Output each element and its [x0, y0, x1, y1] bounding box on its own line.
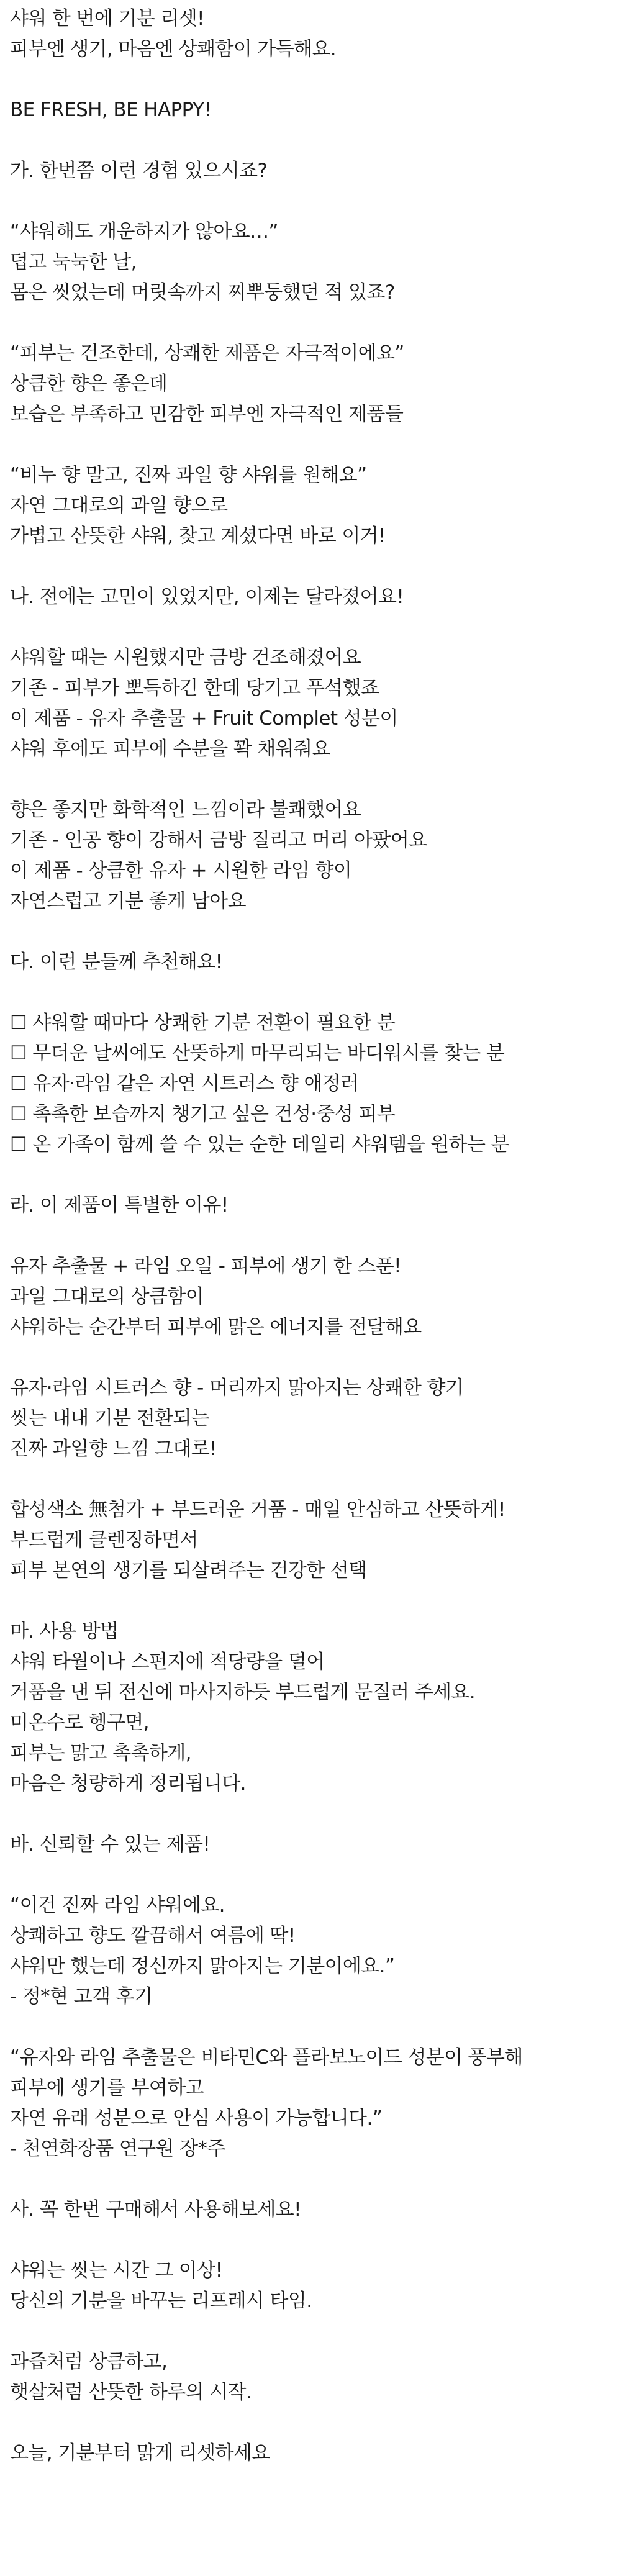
text-line: 부드럽게 클렌징하면서	[10, 1529, 198, 1551]
text-line: 가. 한번쯤 이런 경험 있으시죠?	[10, 160, 268, 182]
text-line: 마음은 청량하게 정리됩니다.	[10, 1772, 246, 1795]
text-line: 햇살처럼 산뜻한 하루의 시작.	[10, 2381, 252, 2403]
text-line: 바. 신뢰할 수 있는 제품!	[10, 1833, 211, 1856]
text-line: “피부는 건조한데, 상쾌한 제품은 자극적이에요”	[10, 342, 404, 365]
text-line: - 정*현 고객 후기	[10, 1985, 153, 2008]
text-line: ☐ 유자·라임 같은 자연 시트러스 향 애정러	[10, 1073, 359, 1095]
text-line: 다. 이런 분들께 추천해요!	[10, 951, 223, 973]
text-block	[10, 2347, 611, 2408]
text-line: 샤워 후에도 피부에 수분을 꽉 채워줘요	[10, 738, 330, 760]
text-block	[10, 1008, 611, 1160]
text-block	[10, 460, 611, 551]
text-block	[10, 795, 611, 917]
text-block	[10, 2438, 611, 2469]
text-line: 미온수로 헹구면,	[10, 1712, 149, 1734]
text-block	[10, 1190, 611, 1221]
text-line: 진짜 과일향 느낌 그대로!	[10, 1438, 217, 1460]
text-block	[10, 2256, 611, 2316]
text-line: 기존 - 피부가 뽀득하긴 한데 당기고 푸석했죠	[10, 677, 379, 699]
text-block	[10, 2195, 611, 2225]
text-line: 나. 전에는 고민이 있었지만, 이제는 달라졌어요!	[10, 586, 404, 608]
text-block	[10, 1617, 611, 1799]
text-block	[10, 947, 611, 977]
text-line: BE FRESH, BE HAPPY!	[10, 99, 212, 121]
text-block	[10, 338, 611, 430]
text-line: 합성색소 無첨가 + 부드러운 거품 - 매일 안심하고 산뜻하게!	[10, 1499, 505, 1521]
text-line: 향은 좋지만 화학적인 느낌이라 불쾌했어요	[10, 799, 361, 821]
text-line: “이건 진짜 라임 샤워에요.	[10, 1894, 225, 1916]
text-line: 씻는 내내 기분 전환되는	[10, 1407, 210, 1430]
text-line: 자연 그대로의 과일 향으로	[10, 494, 228, 517]
text-block	[10, 1830, 611, 1860]
text-line: 샤워 타월이나 스펀지에 적당량을 덜어	[10, 1651, 325, 1673]
text-line: 거품을 낸 뒤 전신에 마사지하듯 부드럽게 문질러 주세요.	[10, 1681, 475, 1703]
text-line: 기존 - 인공 향이 강해서 금방 질리고 머리 아팠어요	[10, 829, 427, 851]
text-line: 피부는 맑고 촉촉하게,	[10, 1742, 191, 1764]
text-line: 이 제품 - 상큼한 유자 + 시원한 라임 향이	[10, 859, 352, 882]
text-line: “비누 향 말고, 진짜 과일 향 샤워를 원해요”	[10, 464, 367, 486]
text-line: 마. 사용 방법	[10, 1620, 119, 1643]
text-line: “유자와 라임 추출물은 비타민C와 플라보노이드 성분이 풍부해	[10, 2046, 523, 2069]
text-block	[10, 1495, 611, 1586]
text-block	[10, 156, 611, 186]
text-line: ☐ 온 가족이 함께 쓸 수 있는 순한 데일리 샤워템을 원하는 분	[10, 1133, 509, 1156]
text-line: 상쾌하고 향도 깔끔해서 여름에 딱!	[10, 1925, 296, 1947]
text-line: 샤워할 때는 시원했지만 금방 건조해졌어요	[10, 646, 361, 669]
text-block	[10, 1890, 611, 2012]
text-line: 과즙처럼 상큼하고,	[10, 2351, 168, 2373]
text-line: 자연스럽고 기분 좋게 남아요	[10, 890, 246, 912]
text-line: 덥고 눅눅한 날,	[10, 251, 137, 273]
text-line: 오늘, 기분부터 맑게 리셋하세요	[10, 2442, 270, 2464]
text-block	[10, 95, 611, 125]
text-block	[10, 582, 611, 612]
text-line: 라. 이 제품이 특별한 이유!	[10, 1194, 229, 1217]
text-line: ☐ 촉촉한 보습까지 챙기고 싶은 건성·중성 피부	[10, 1103, 396, 1125]
text-line: 샤워는 씻는 시간 그 이상!	[10, 2259, 223, 2282]
text-line: 샤워 한 번에 기분 리셋!	[10, 7, 204, 30]
text-line: “샤워해도 개운하지가 않아요…”	[10, 220, 278, 243]
text-line: 가볍고 산뜻한 샤워, 찾고 계셨다면 바로 이거!	[10, 525, 386, 547]
text-line: 자연 유래 성분으로 안심 사용이 가능합니다.”	[10, 2107, 383, 2129]
text-line: - 천연화장품 연구원 장*주	[10, 2138, 225, 2160]
text-line: 보습은 부족하고 민감한 피부엔 자극적인 제품들	[10, 403, 404, 425]
text-line: 사. 꼭 한번 구매해서 사용해보세요!	[10, 2198, 301, 2221]
text-block	[10, 4, 611, 65]
text-line: 당신의 기분을 바꾸는 리프레시 타임.	[10, 2290, 312, 2312]
text-line: ☐ 무더운 날씨에도 산뜻하게 마무리되는 바디워시를 찾는 분	[10, 1042, 505, 1064]
text-line: ☐ 샤워할 때마다 상쾌한 기분 전환이 필요한 분	[10, 1012, 396, 1034]
text-line: 피부 본연의 생기를 되살려주는 건강한 선택	[10, 1559, 367, 1582]
text-line: 피부에 생기를 부여하고	[10, 2077, 204, 2099]
text-line: 몸은 씻었는데 머릿속까지 찌뿌둥했던 적 있죠?	[10, 281, 395, 304]
text-line: 이 제품 - 유자 추출물 + Fruit Complet 성분이	[10, 707, 398, 730]
text-line: 샤워만 했는데 정신까지 맑아지는 기분이에요.”	[10, 1955, 395, 1977]
text-line: 샤워하는 순간부터 피부에 맑은 에너지를 전달해요	[10, 1316, 422, 1338]
text-block	[10, 2043, 611, 2164]
text-line: 유자 추출물 + 라임 오일 - 피부에 생기 한 스푼!	[10, 1255, 401, 1277]
text-line: 유자·라임 시트러스 향 - 머리까지 맑아지는 상쾌한 향기	[10, 1377, 464, 1399]
text-block	[10, 1373, 611, 1464]
text-block	[10, 217, 611, 308]
text-line: 과일 그대로의 상큼함이	[10, 1286, 204, 1308]
text-line: 상큼한 향은 좋은데	[10, 373, 168, 395]
text-line: 피부엔 생기, 마음엔 상쾌함이 가득해요.	[10, 38, 337, 60]
text-block	[10, 643, 611, 764]
text-block	[10, 1251, 611, 1343]
